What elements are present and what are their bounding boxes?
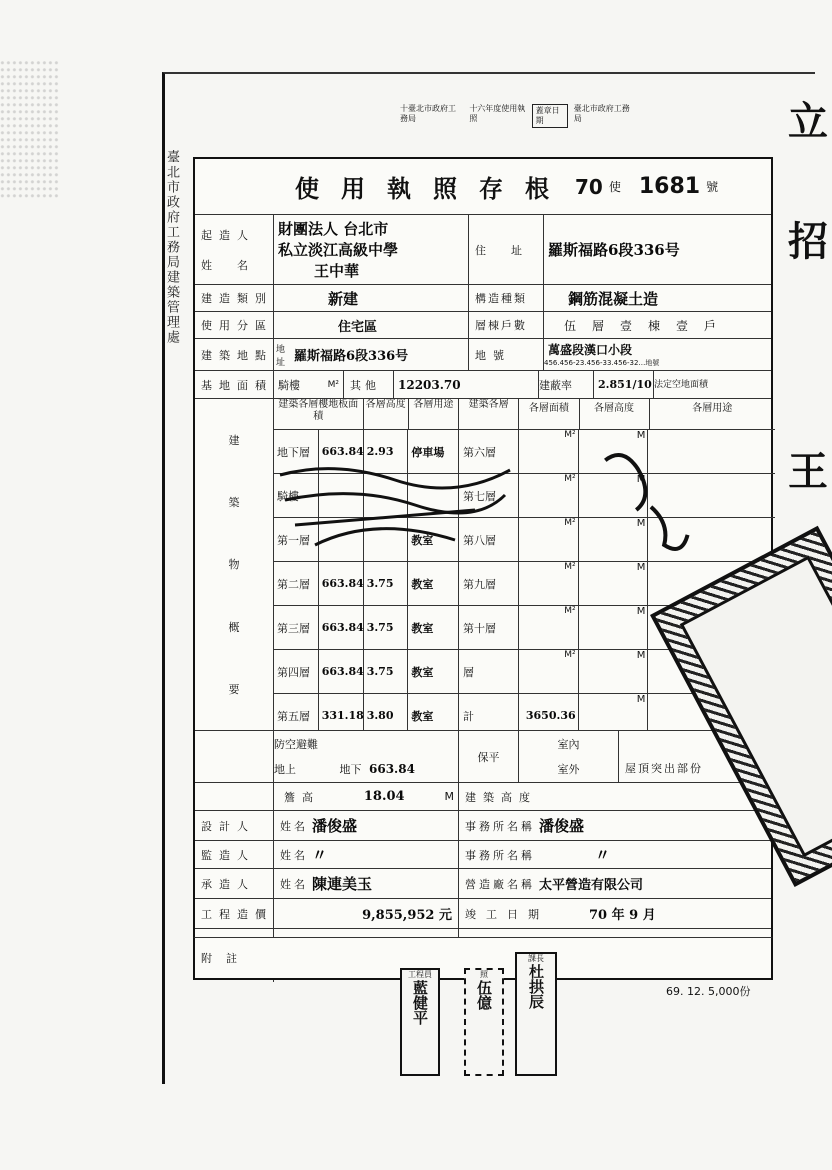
lot-numbers: 456.456-23.456-33.456-32…地號 [544,359,660,367]
supervisor-office-label: 事務所名稱 [465,848,535,862]
seal-engineer [400,968,440,1076]
table-cell: 663.84 [319,562,364,605]
builder-value-1: 財團法人 台北市 [278,220,389,238]
area-unit: M² [327,379,339,390]
building-type-row [195,284,771,311]
seal-name: 杜拱辰 [527,964,545,1009]
table-cell: M [579,518,649,561]
col-header: 各層面積 [519,399,579,429]
supervisor-office: 〃 [595,846,611,864]
below-ground-label: 地下 [339,763,362,777]
table-cell: 教室 [411,621,434,635]
table-cell: 第二層 [274,562,319,605]
supervisor-name: 〃 [312,846,328,864]
site-address-prefix: 地址 [276,344,286,368]
basement-label: 防空避難 [274,737,318,751]
designer-office-label: 事務所名稱 [465,819,535,833]
builder-row [195,214,771,284]
building-side-label: 築 [228,496,240,510]
below-ground-value: 663.84 [369,762,415,777]
table-cell: M² [519,562,579,605]
table-cell: 第三層 [274,606,319,649]
remark-label: 附註 [201,952,251,965]
address-value: 羅斯福路6段336号 [548,241,680,259]
eave-value: 18.04 [363,789,405,804]
outdoor-label: 室外 [557,763,580,777]
title-suffix: 號 [706,180,719,194]
table-cell: 第九層 [459,562,519,605]
use-zone-row [195,311,771,338]
supervisor-name-label: 姓名 [280,848,308,862]
col-header: 各層高度 [364,399,409,429]
structure-value: 鋼筋混凝土造 [568,289,659,308]
name-label: 姓 名 [201,258,255,272]
table-cell: M [579,562,649,605]
building-side-label: 建 [228,434,240,448]
table-cell: M [579,430,649,473]
table-cell: 663.84 [319,606,364,649]
use-zone-value: 住宅區 [338,319,378,335]
contractor-row [195,868,771,898]
seal-photo [464,968,504,1076]
table-cell: M [579,650,649,693]
table-cell: M² [519,474,579,517]
header-stamp: 臺北市政府工務局 [573,104,630,123]
site-address-value: 羅斯福路6段336号 [294,349,409,364]
table-cell: 教室 [411,665,434,679]
seal-name: 伍億 [475,980,493,1010]
table-cell: M [579,694,649,730]
header-stamp: 十六年度使用執照 [469,104,526,123]
print-info: 69. 12. 5,000份 [666,985,751,998]
table-cell: M² [519,606,579,649]
right-fragment: 王 [788,448,828,495]
coverage-label: 建蔽率 [539,378,572,392]
col-header: 各層高度 [580,399,650,429]
area-label: 基地面積 [201,378,273,392]
contractor-name-label: 姓名 [280,877,308,891]
table-cell: 層 [459,650,519,693]
eave-label: 簷高 [284,790,320,804]
header-stamps [400,104,630,146]
table-cell: 第一層 [274,518,319,561]
table-cell: 3.80 [364,694,409,730]
shelter-row [195,730,771,782]
table-cell: 2.93 [364,430,409,473]
table-cell: 3.75 [364,606,409,649]
table-row [274,694,458,730]
area-other-value: 12203.70 [398,377,461,392]
indoor-label: 室內 [557,737,580,751]
header-stamp: 蓋章日期 [532,104,568,128]
header-stamp: 十臺北市政府工務局 [400,104,456,123]
site-label: 建築地點 [201,348,273,362]
cost-row [195,898,771,928]
seal-role: 工程員 [408,970,432,979]
use-zone-label: 使用分區 [201,319,273,332]
col-header: 各層用途 [692,403,733,414]
area-row [195,370,771,398]
seal-role: 課長 [528,954,544,963]
table-cell: M [579,474,649,517]
complete-label: 竣工日期 [465,907,549,921]
title-number: 1681 [638,174,701,199]
table-cell: M² [519,650,579,693]
factory-label: 營造廠名稱 [465,877,535,891]
right-fragment: 立 [788,98,828,145]
floors-value: 伍 層 壹 棟 壹 戶 [564,318,719,333]
contractor-label: 承造人 [201,877,255,891]
height-label: 建築高度 [465,790,537,804]
col-header: 建築各層樓地板面積 [274,399,364,429]
table-cell: 停車場 [411,445,445,459]
contractor-name: 陳連美玉 [312,875,373,893]
factory-name: 太平營造有限公司 [539,878,644,893]
table-cell: 第七層 [459,474,519,517]
table-cell: 教室 [411,533,434,547]
table-cell: 第八層 [459,518,519,561]
area-arcade-label: 騎樓 [278,378,300,392]
left-floor-table [273,399,458,730]
designer-row [195,810,771,840]
designer-name: 潘俊盛 [312,817,358,835]
col-header: 建築各層 [459,399,519,429]
table-cell: 計 [459,694,519,730]
title-year: 70 [575,174,603,199]
site-row [195,338,771,370]
designer-office: 潘俊盛 [539,817,585,835]
builder-value-3: 王中華 [314,262,360,280]
handwritten-cross-out [275,455,515,555]
title-prefix: 使 [608,180,621,194]
table-row [274,606,458,650]
table-cell: 騎樓 [274,474,319,517]
table-cell: 663.84 [319,650,364,693]
setback-label: 保平 [477,750,500,764]
designer-name-label: 姓名 [280,819,308,833]
table-cell: 3.75 [364,650,409,693]
table-cell: 教室 [411,577,434,591]
legal-open-label: 法定空地面積 [654,379,708,390]
coverage-value: 2.851/10 [598,378,652,391]
scan-speckle [0,60,60,200]
table-cell: 第十層 [459,606,519,649]
builder-value-2: 私立淡江高級中學 [278,241,399,259]
table-cell: 地下層 [274,430,319,473]
building-side-label: 概 [228,620,240,634]
address-label: 住 址 [475,243,529,257]
supervisor-label: 監造人 [201,848,255,862]
designer-label: 設計人 [201,819,255,833]
seal-section-chief [515,952,557,1076]
lot-value: 萬盛段漢口小段 [548,343,633,357]
seal-role: 照 [480,970,488,979]
table-cell: 331.18 [319,694,364,730]
area-other-label: 其他 [350,378,380,392]
permit-form [193,157,773,980]
structure-label: 構造種類 [475,292,527,305]
table-cell: 3.75 [364,562,409,605]
table-cell: 教室 [411,709,434,723]
table-cell: 第五層 [274,694,319,730]
eave-row [195,782,771,810]
builder-label: 起造人 [201,228,255,242]
col-header: 各層用途 [413,399,454,410]
table-cell: M² [519,518,579,561]
complete-value: 70 年 9 月 [589,908,656,923]
cost-value: 9,855,952 元 [362,908,452,923]
table-cell: 第四層 [274,650,319,693]
eave-unit: M [444,790,454,803]
table-row [274,562,458,606]
lot-label: 地號 [475,348,511,362]
building-type-value: 新建 [328,289,359,308]
cost-label: 工程造價 [201,907,273,921]
building-type-label: 建造類別 [201,292,273,305]
seal-name: 藍健平 [411,980,429,1025]
table-cell: M [579,606,649,649]
left-spine-text: 臺北市政府工務局建築管理處 [164,150,179,345]
table-cell: 3650.36 [519,694,579,730]
page-title: 使用執照存根 [295,174,571,203]
right-fragment: 招 [788,218,828,265]
supervisor-row [195,840,771,868]
floors-label: 層棟戶數 [475,319,527,332]
table-cell: M² [519,430,579,473]
table-cell: 663.84 [319,430,364,473]
building-side-label: 物 [228,558,240,572]
building-side-label: 要 [228,682,240,696]
table-cell: 第六層 [459,430,519,473]
above-ground-label: 地上 [274,763,296,777]
table-row [274,650,458,694]
roof-label: 屋頂突出部份 [625,762,703,775]
form-title [195,159,771,214]
